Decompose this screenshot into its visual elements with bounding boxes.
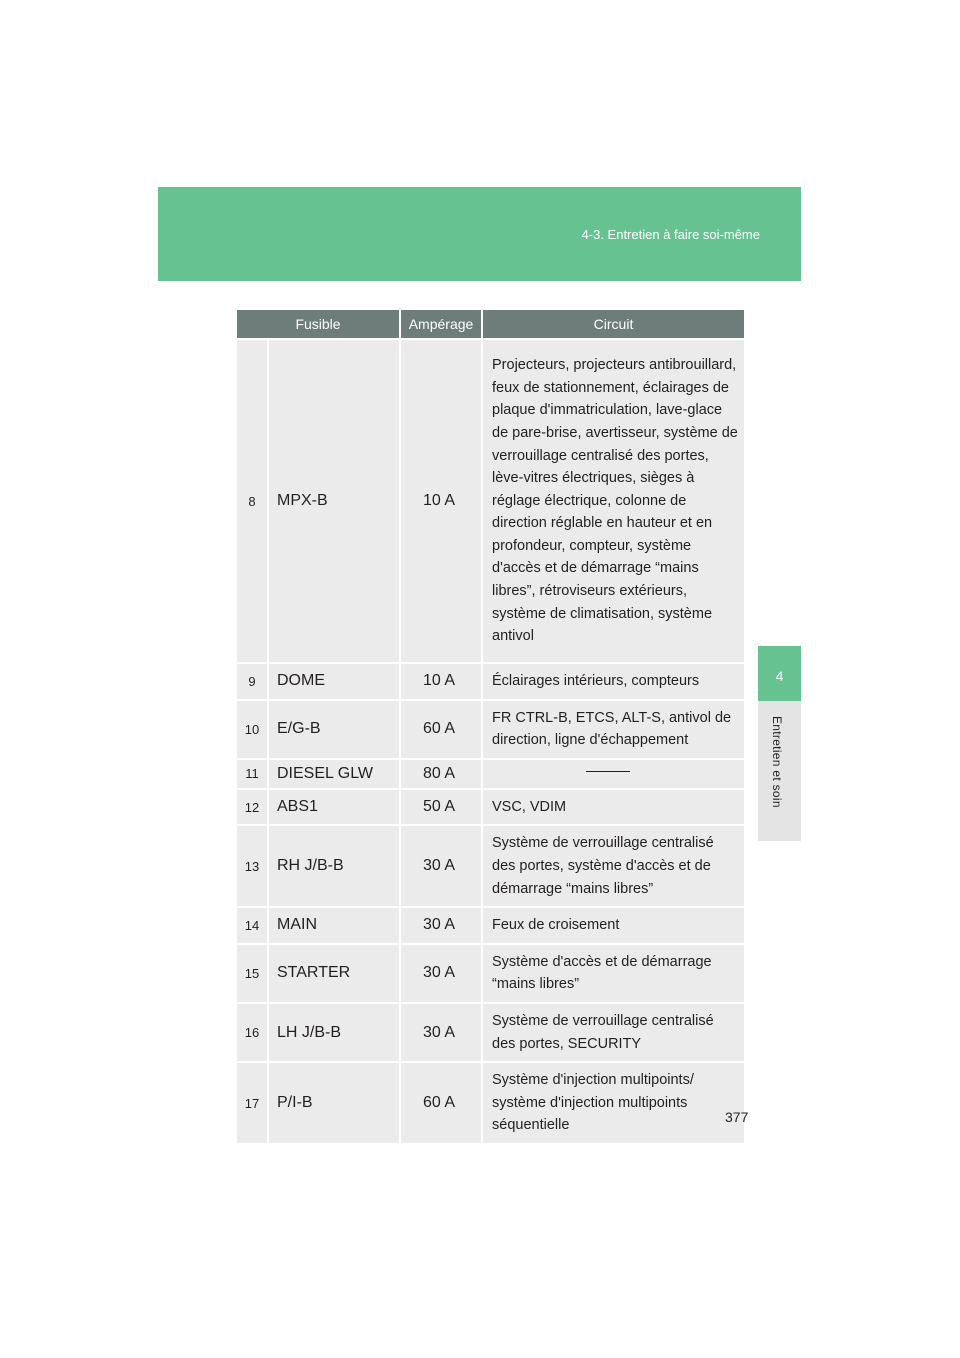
fuse-circuit: Projecteurs, projecteurs antibrouillard, feux de stationnement, éclairages de plaque d'immatriculation, lave-glace de pare-brise, avertisseur, système de verrouillage centralisé des portes, lève-vitres électriques, sièges à réglage électrique, colonne de direction réglable en hauteur et en profondeur, compteur, système d'accès et de démarrage “mains libres”, rétroviseurs extérieurs, système de climatisation, système antivol — [482, 339, 744, 663]
table-row — [237, 825, 744, 907]
column-header-circuit: Circuit — [482, 310, 744, 339]
header-band — [158, 187, 801, 281]
fuse-number: 10 — [237, 700, 268, 759]
fuse-circuit: Système d'injection multipoints/ système d'injection multipoints séquentielle — [482, 1062, 744, 1143]
table-row — [237, 907, 744, 944]
fuse-amperage: 60 A — [400, 700, 482, 759]
page-number: 377 — [725, 1109, 749, 1125]
table-row — [237, 663, 744, 700]
fuse-amperage: 80 A — [400, 759, 482, 789]
fuse-name: ABS1 — [268, 789, 400, 826]
fuse-name: STARTER — [268, 944, 400, 1003]
fuse-number: 16 — [237, 1003, 268, 1062]
fuse-circuit: Système de verrouillage centralisé des portes, système d'accès et de démarrage “mains libres” — [482, 825, 744, 907]
fuse-circuit: Système d'accès et de démarrage “mains libres” — [482, 944, 744, 1003]
fuse-name: E/G-B — [268, 700, 400, 759]
table-row — [237, 944, 744, 1003]
fuse-number: 13 — [237, 825, 268, 907]
fuse-circuit: FR CTRL-B, ETCS, ALT-S, antivol de direction, ligne d'échappement — [482, 700, 744, 759]
fuse-table — [237, 310, 744, 1143]
chapter-label: Entretien et soin — [770, 716, 784, 808]
section-title: 4-3. Entretien à faire soi-même — [581, 227, 760, 242]
fuse-number: 15 — [237, 944, 268, 1003]
fuse-number: 9 — [237, 663, 268, 700]
fuse-number: 14 — [237, 907, 268, 944]
chapter-tab — [758, 646, 801, 701]
fuse-circuit: Éclairages intérieurs, compteurs — [482, 663, 744, 700]
table-row — [237, 1062, 744, 1143]
fuse-amperage: 60 A — [400, 1062, 482, 1143]
table-header-row — [237, 310, 744, 339]
table-row — [237, 700, 744, 759]
fuse-name: MPX-B — [268, 339, 400, 663]
fuse-name: P/I-B — [268, 1062, 400, 1143]
fuse-circuit: Feux de croisement — [482, 907, 744, 944]
fuse-name: DOME — [268, 663, 400, 700]
table-row — [237, 339, 744, 663]
fuse-amperage: 30 A — [400, 907, 482, 944]
column-header-amperage: Ampérage — [400, 310, 482, 339]
fuse-number: 8 — [237, 339, 268, 663]
fuse-name: DIESEL GLW — [268, 759, 400, 789]
fuse-number: 12 — [237, 789, 268, 826]
table-row — [237, 759, 744, 789]
fuse-circuit: VSC, VDIM — [482, 789, 744, 826]
fuse-circuit: Système de verrouillage centralisé des portes, SECURITY — [482, 1003, 744, 1062]
fuse-number: 17 — [237, 1062, 268, 1143]
fuse-name: MAIN — [268, 907, 400, 944]
no-circuit-dash — [586, 771, 630, 772]
fuse-name: RH J/B-B — [268, 825, 400, 907]
fuse-amperage: 30 A — [400, 825, 482, 907]
fuse-circuit-empty — [482, 759, 744, 789]
column-header-fuse: Fusible — [237, 310, 400, 339]
fuse-name: LH J/B-B — [268, 1003, 400, 1062]
fuse-number: 11 — [237, 759, 268, 789]
fuse-amperage: 30 A — [400, 1003, 482, 1062]
fuse-amperage: 10 A — [400, 663, 482, 700]
fuse-amperage: 10 A — [400, 339, 482, 663]
table-row — [237, 789, 744, 826]
fuse-amperage: 30 A — [400, 944, 482, 1003]
table-row — [237, 1003, 744, 1062]
chapter-number: 4 — [775, 668, 784, 684]
fuse-amperage: 50 A — [400, 789, 482, 826]
